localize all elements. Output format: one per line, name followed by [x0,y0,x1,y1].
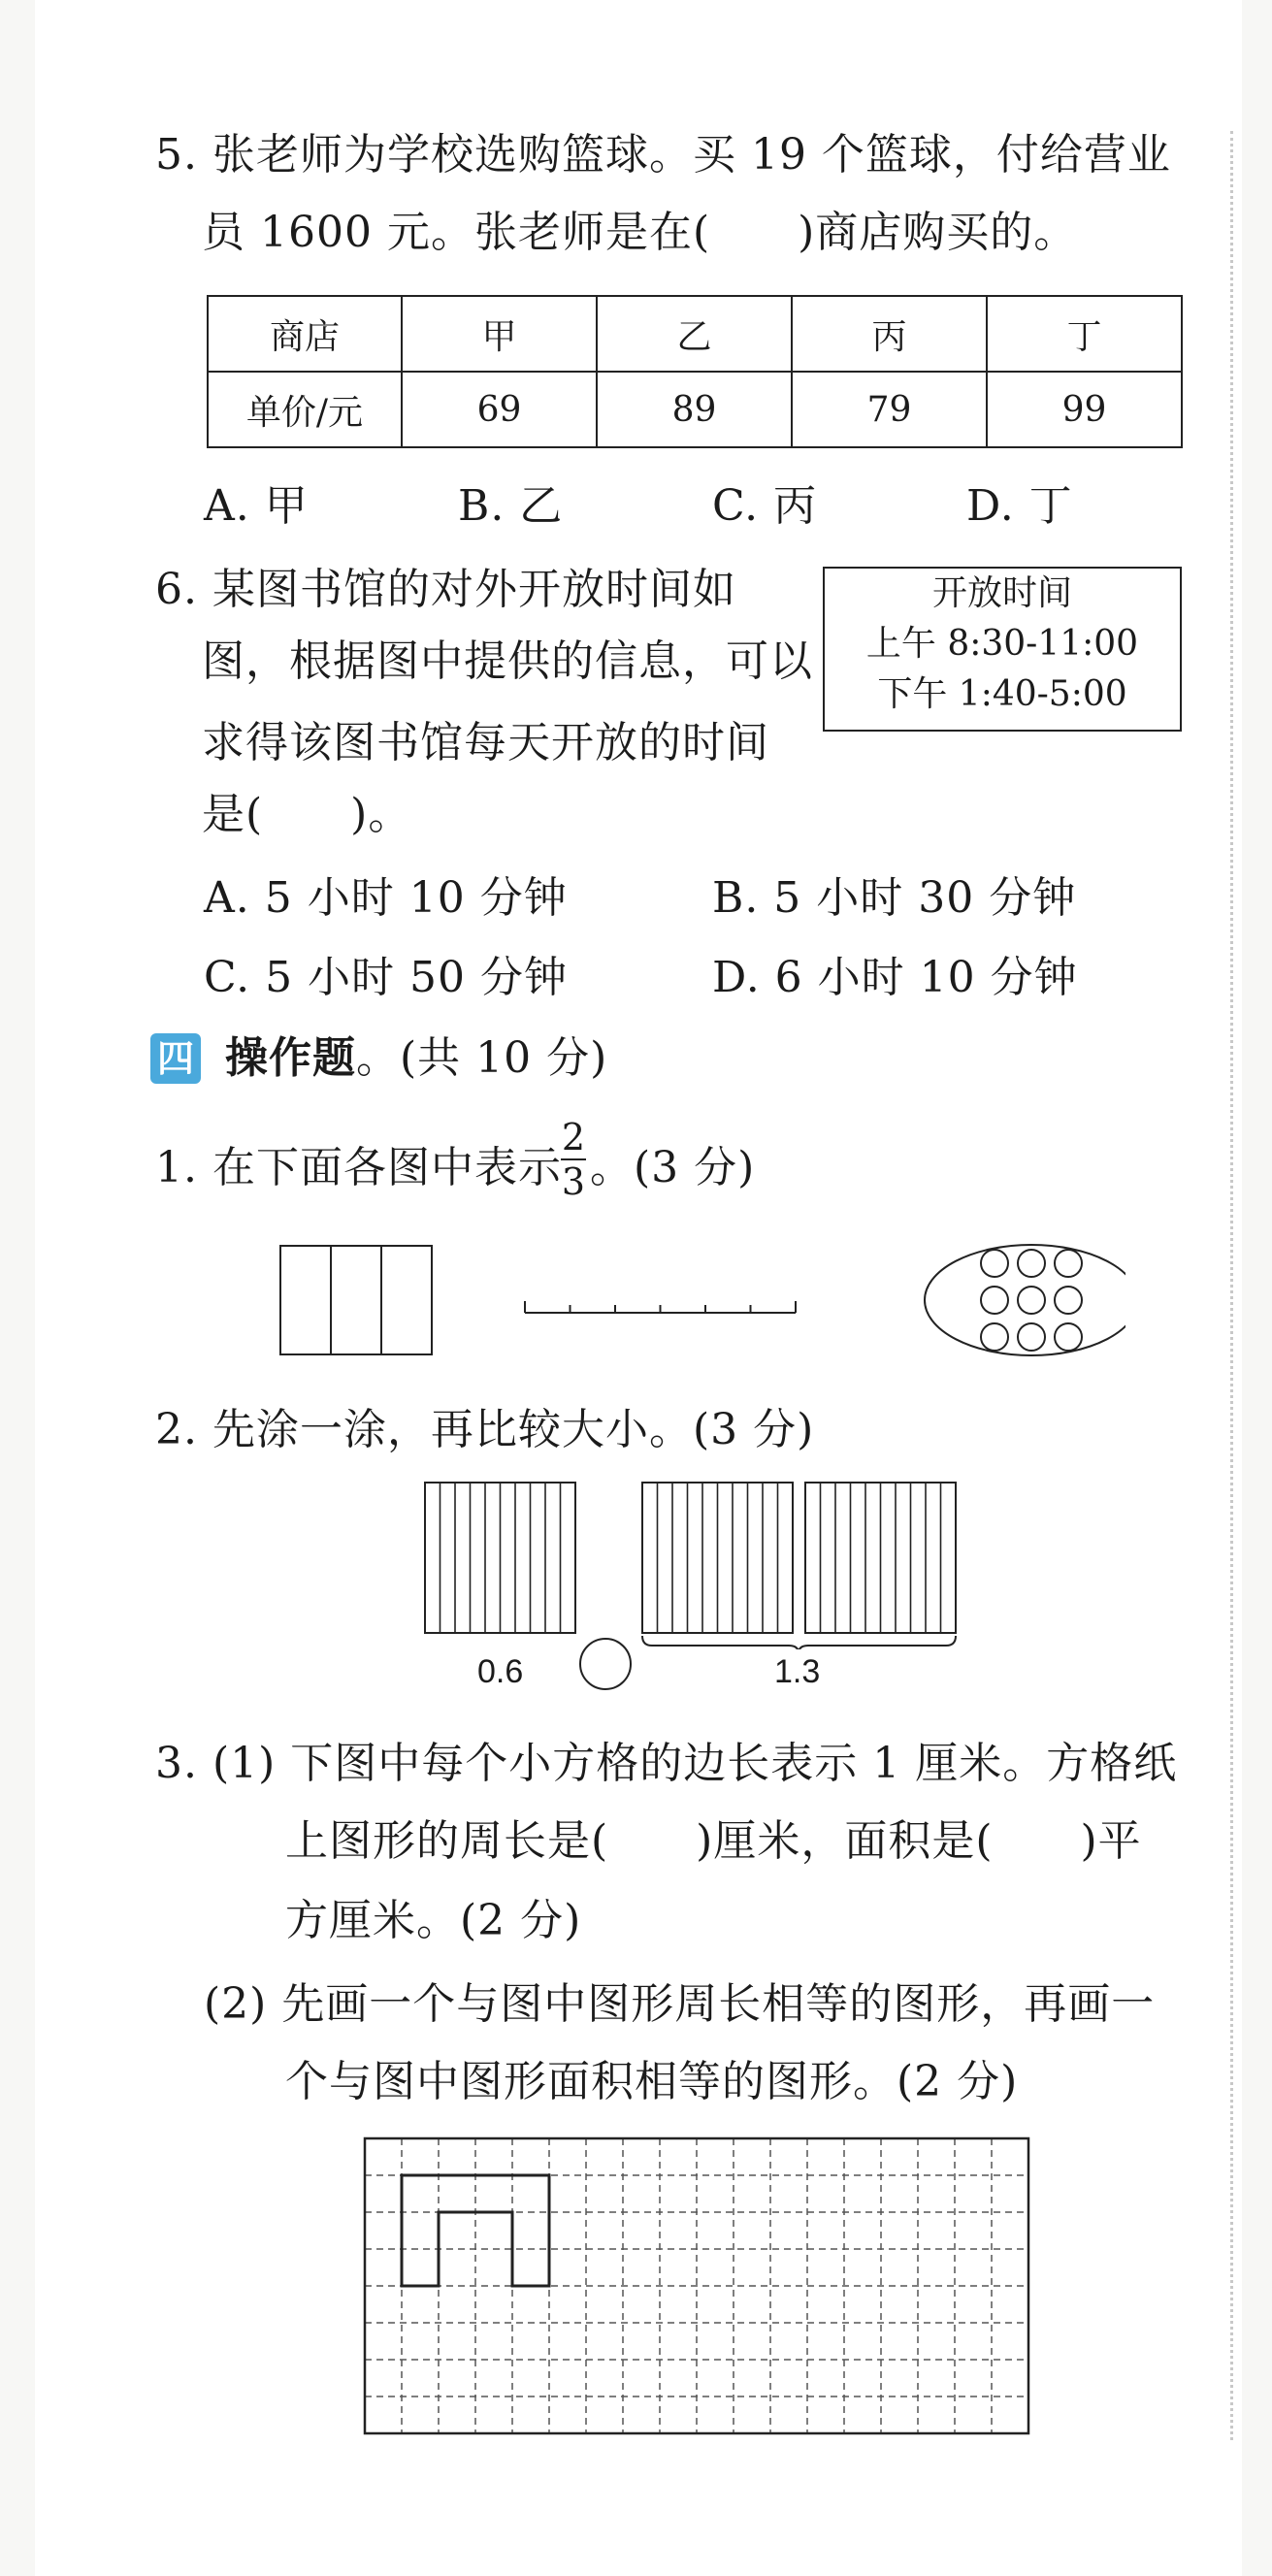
q6-option-b[interactable]: B. 5 小时 30 分钟 [712,873,1077,923]
compare-circle[interactable] [579,1638,632,1690]
q5-line1: 5. 张老师为学校选购篮球。买 19 个篮球，付给营业 [155,130,1171,179]
p1-prefix: 1. 在下面各图中表示 [155,1143,562,1192]
segmented-line[interactable] [525,1301,796,1313]
decimal-rectangle-right[interactable] [805,1483,956,1633]
q5-option-d[interactable]: D. 丁 [966,481,1073,531]
q6-line1: 6. 某图书馆的对外开放时间如 [155,565,736,614]
table-cell: 丙 [792,296,987,372]
section-heading [225,1033,607,1084]
cut-line [1230,131,1233,2440]
hours-am: 上午 8:30-11:00 [865,624,1139,664]
table-cell: 丁 [987,296,1182,372]
p3-line4: (2) 先画一个与图中图形周长相等的图形，再画一 [204,1979,1156,2029]
fraction-bar [561,1158,586,1160]
q6-line2: 图，根据图中提供的信息，可以 [202,636,813,686]
q6-option-d[interactable]: D. 6 小时 10 分钟 [712,953,1078,1002]
section-badge: 四 [150,1033,201,1084]
q6-option-c[interactable]: C. 5 小时 50 分钟 [204,953,569,1002]
decimal-rectangle-middle[interactable] [642,1483,793,1633]
q6-line3: 求得该图书馆每天开放的时间 [202,718,769,767]
p1-suffix: 。(3 分) [590,1143,756,1192]
label-left-decimal: 0.6 [477,1653,524,1690]
price-table [207,295,1183,448]
p2-decimal-figures [417,1475,961,1649]
fraction-two-thirds [559,1118,588,1205]
table-cell: 乙 [597,296,792,372]
table-cell: 89 [597,372,792,447]
q5-option-b[interactable]: B. 乙 [458,481,564,531]
hours-title: 开放时间 [931,573,1072,613]
p3-line3: 方厘米。(2 分) [285,1896,582,1945]
fraction-denominator: 3 [561,1160,586,1203]
table-cell: 69 [402,372,597,447]
table-cell: 99 [987,372,1182,447]
q6-line4: 是( )。 [202,790,412,839]
section-score: 。(共 10 分) [356,1033,608,1083]
three-part-rectangle[interactable] [280,1246,432,1354]
table-row [208,372,1182,447]
fraction-numerator: 2 [561,1116,586,1158]
q5-option-a[interactable]: A. 甲 [204,481,309,531]
grid-paper[interactable] [363,2136,1032,2437]
q5-line2: 员 1600 元。张老师是在( )商店购买的。 [202,208,1078,257]
section-title: 操作题 [225,1033,356,1083]
opening-hours-box [823,567,1182,732]
q6-option-a[interactable]: A. 5 小时 10 分钟 [204,873,568,923]
label-right-decimal: 1.3 [774,1653,821,1690]
brace-under-right-pair [642,1636,956,1649]
oval-with-circles[interactable] [925,1245,1125,1355]
table-cell: 甲 [402,296,597,372]
table-cell: 79 [792,372,987,447]
decimal-rectangle-left[interactable] [425,1483,575,1633]
table-cell: 单价/元 [208,372,402,447]
p3-line1: 3. (1) 下图中每个小方格的边长表示 1 厘米。方格纸 [155,1739,1178,1788]
p2-text: 2. 先涂一涂，再比较大小。(3 分) [155,1405,815,1454]
p3-line2: 上图形的周长是( )厘米，面积是( )平 [285,1816,1142,1866]
table-row [208,296,1182,372]
p1-figures [272,1237,1125,1373]
hours-pm: 下午 1:40-5:00 [877,674,1127,714]
p3-line5: 个与图中图形面积相等的图形。(2 分) [285,2057,1019,2106]
q5-option-c[interactable]: C. 丙 [712,481,818,531]
table-cell: 商店 [208,296,402,372]
